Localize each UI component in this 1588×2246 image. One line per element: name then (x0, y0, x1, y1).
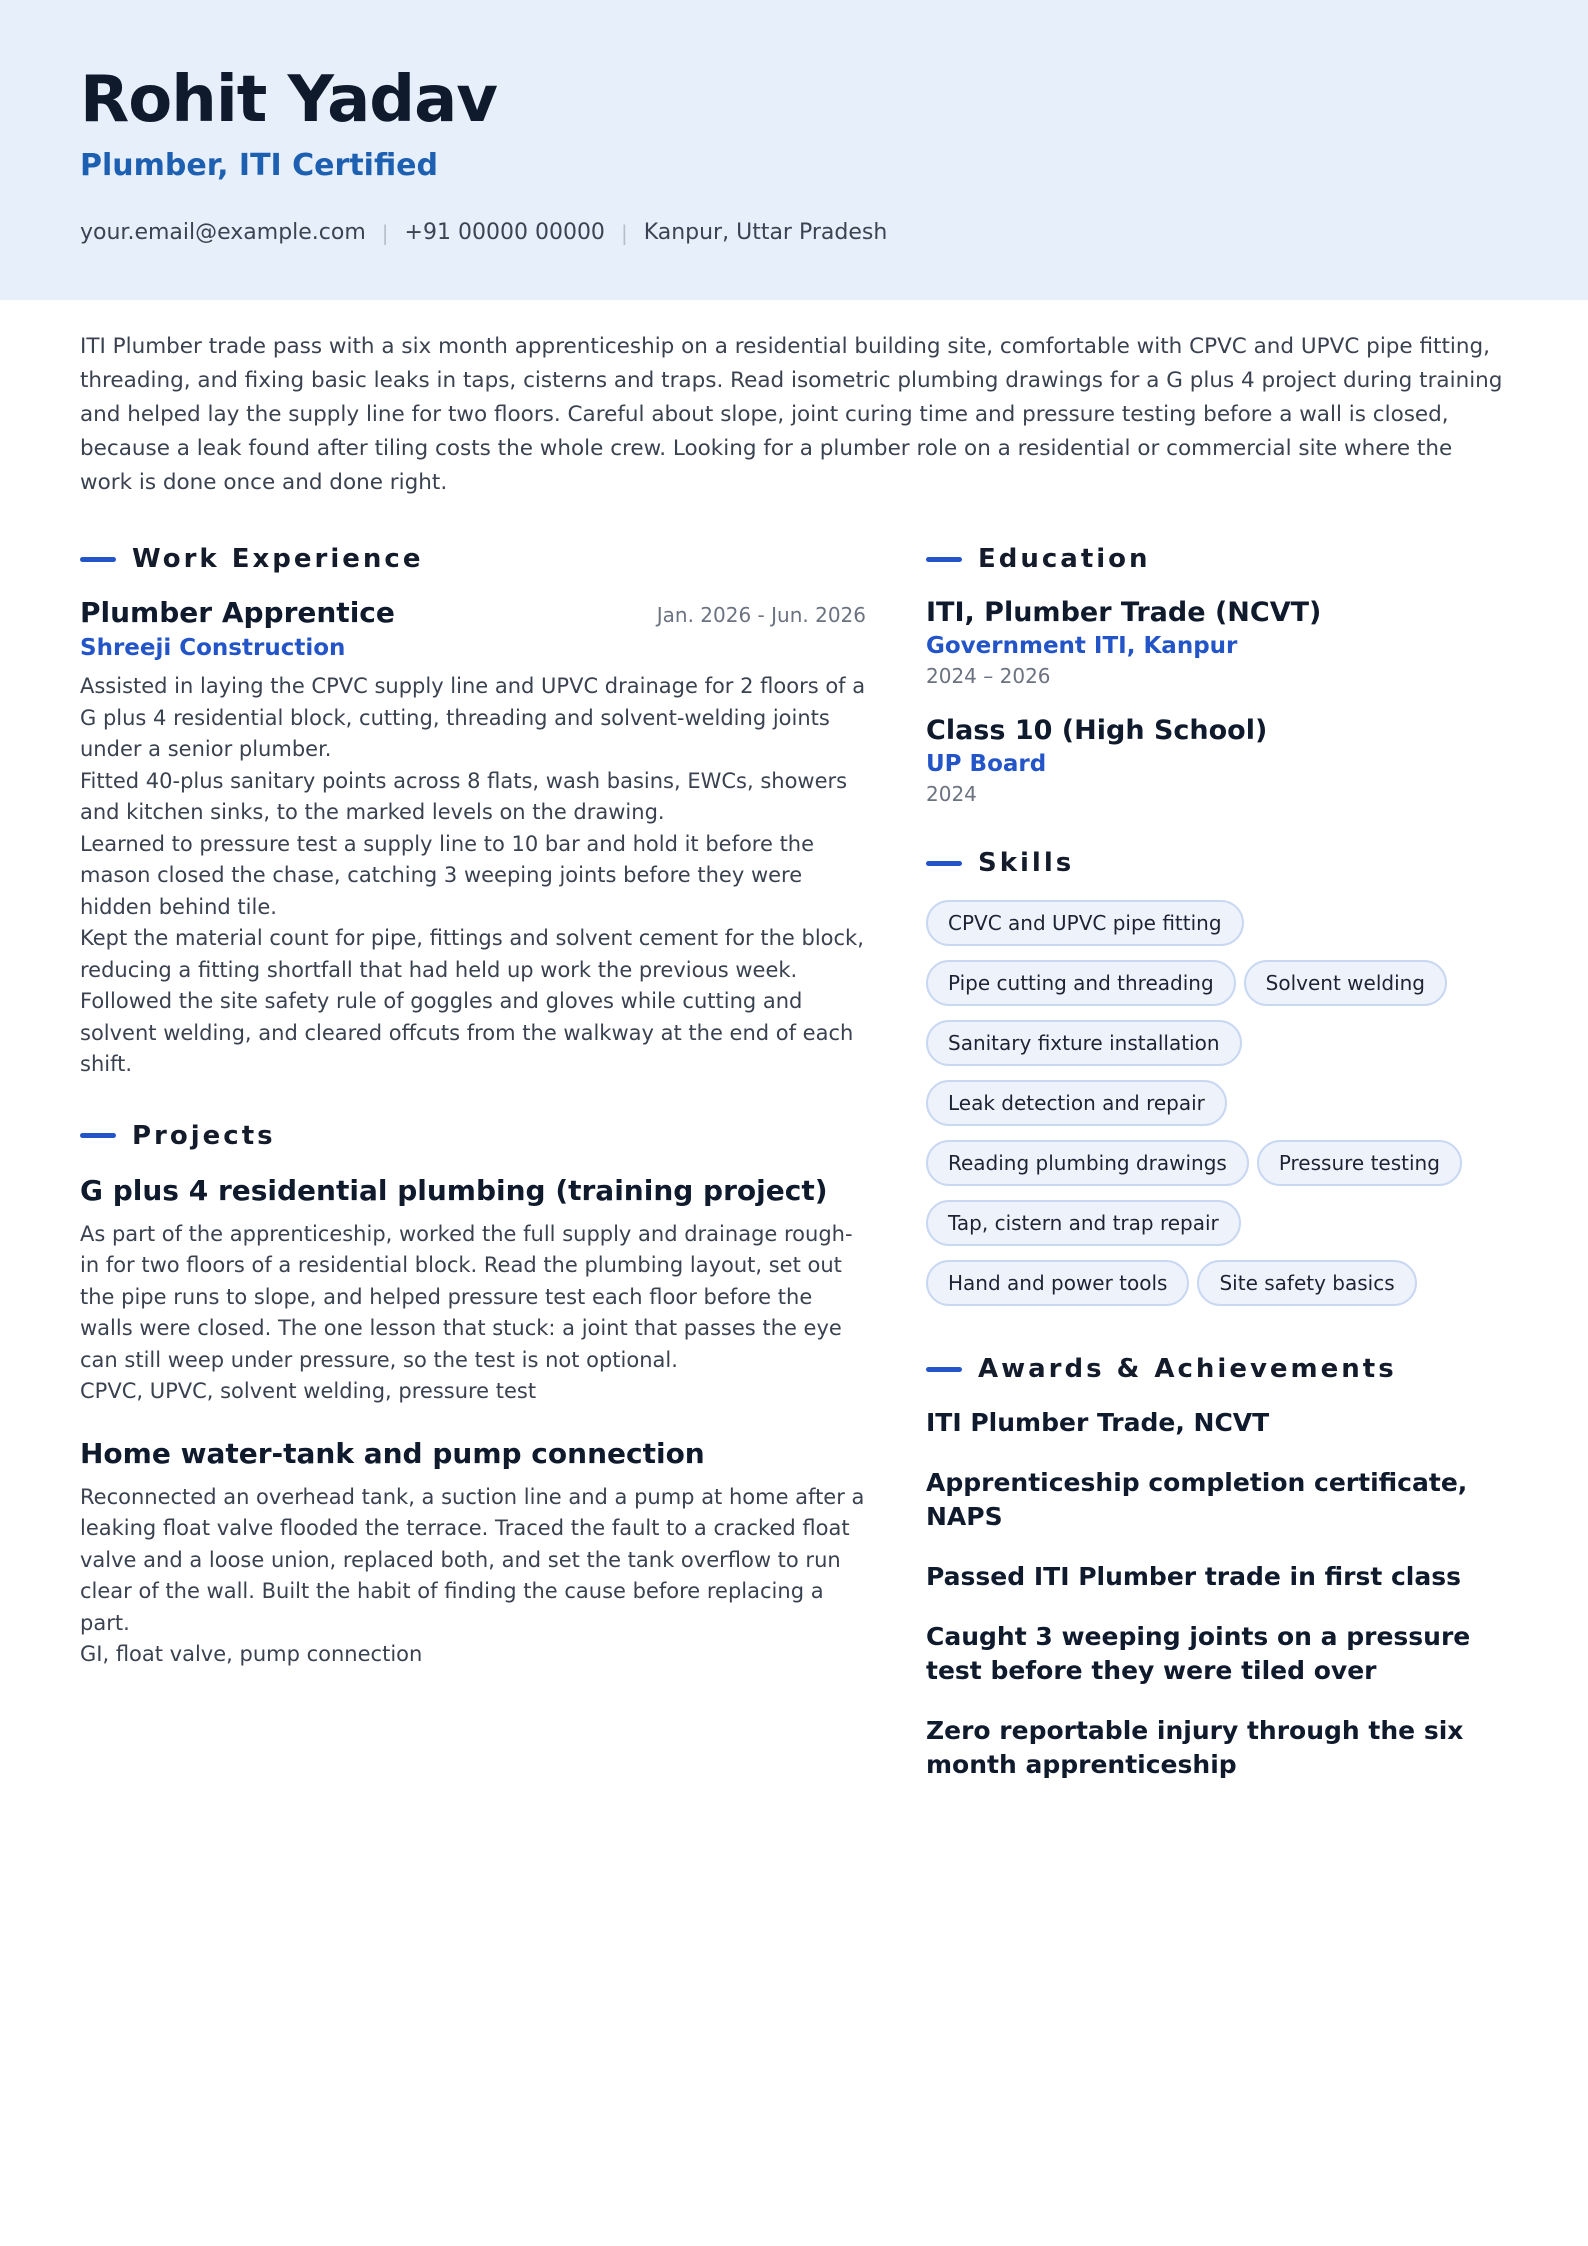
skill-chip: Pipe cutting and threading (926, 960, 1236, 1006)
contact-separator: | (620, 220, 628, 245)
education-degree: ITI, Plumber Trade (NCVT) (926, 597, 1322, 628)
project-tags: GI, float valve, pump connection (80, 1642, 423, 1666)
awards-list (926, 1406, 1506, 1782)
skill-chip: Site safety basics (1197, 1260, 1416, 1306)
job-title: Plumber Apprentice (80, 596, 395, 629)
awards-heading (926, 1354, 1506, 1384)
project-entry (80, 1436, 866, 1671)
skills-heading (926, 848, 1506, 878)
education-entry (926, 714, 1506, 808)
contact-line (80, 220, 1508, 245)
section-title: Awards & Achievements (978, 1354, 1397, 1384)
award-item: Caught 3 weeping joints on a pressure test before they were tiled over (926, 1622, 1471, 1685)
award-item: Apprenticeship completion certificate, NAPS (926, 1468, 1468, 1531)
education-entry (926, 596, 1506, 690)
candidate-title: Plumber, ITI Certified (80, 148, 439, 183)
skill-chip: Solvent welding (1244, 960, 1447, 1006)
project-description: Reconnected an overhead tank, a suction line and a pump at home after a leaking float valve flooded the terrace. Traced the fault to a cracked float valve and a loose union, replaced both, and set the tank overflow to run clear of the wall. Built the habit of finding the cause before replacing a part. (80, 1484, 865, 1635)
job-entry (80, 596, 866, 1081)
section-accent-bar (926, 861, 962, 866)
projects-heading (80, 1121, 866, 1151)
skill-chip: Leak detection and repair (926, 1080, 1227, 1126)
contact-email[interactable]: your.email@example.com (80, 220, 366, 245)
resume-header (0, 0, 1588, 300)
education-years: 2024 – 2026 (926, 664, 1051, 688)
resume-columns (0, 500, 1588, 1808)
section-title: Skills (978, 848, 1075, 878)
project-tags: CPVC, UPVC, solvent welding, pressure test (80, 1379, 537, 1403)
skill-chip: Reading plumbing drawings (926, 1140, 1249, 1186)
job-bullet: Fitted 40-plus sanitary points across 8 flats, wash basins, EWCs, showers and kitchen sinks, to the marked levels on the drawing. (80, 768, 848, 824)
skill-chip: Hand and power tools (926, 1260, 1189, 1306)
project-body (80, 1482, 866, 1671)
section-accent-bar (926, 557, 962, 562)
job-bullet: Kept the material count for pipe, fittings and solvent cement for the block, reducing a fitting shortfall that had held up work the previous week. (80, 926, 864, 982)
contact-location: Kanpur, Uttar Pradesh (643, 220, 888, 245)
skills-list (926, 900, 1506, 1320)
award-item: Passed ITI Plumber trade in first class (926, 1562, 1462, 1591)
section-title: Work Experience (132, 544, 424, 574)
job-company: Shreeji Construction (80, 635, 346, 661)
project-body (80, 1219, 866, 1408)
job-bullets (80, 671, 866, 1081)
skill-chip: CPVC and UPVC pipe fitting (926, 900, 1244, 946)
right-column (926, 544, 1506, 1808)
summary-paragraph: ITI Plumber trade pass with a six month apprenticeship on a residential building site, comfortable with CPVC and UPVC pipe fitting, threading, and fixing basic leaks in taps, cisterns and traps. Read isometric plumbing drawings for a G plus 4 project during training and helped lay the supply line for two floors. Careful about slope, joint curing time and pressure testing before a wall is closed, because a leak found after tiling costs the whole crew. Looking for a plumber role on a residential or commercial site where the work is done once and done right. (80, 334, 1503, 495)
project-description: As part of the apprenticeship, worked the full supply and drainage rough-in for two floors of a residential block. Read the plumbing layout, set out the pipe runs to slope, and helped pressure test each floor before the walls were closed. The one lesson that stuck: a joint that passes the eye can still weep under pressure, so the test is not optional. (80, 1221, 853, 1372)
education-degree: Class 10 (High School) (926, 715, 1268, 746)
contact-phone[interactable]: +91 00000 00000 (404, 220, 605, 245)
job-bullet: Assisted in laying the CPVC supply line and UPVC drainage for 2 floors of a G plus 4 residential block, cutting, threading and solvent-welding joints under a senior plumber. (80, 674, 866, 761)
education-years: 2024 (926, 782, 977, 806)
education-school: Government ITI, Kanpur (926, 633, 1238, 659)
section-accent-bar (80, 1133, 116, 1138)
skill-chip: Tap, cistern and trap repair (926, 1200, 1241, 1246)
skill-chip: Sanitary fixture installation (926, 1020, 1242, 1066)
award-item: Zero reportable injury through the six month apprenticeship (926, 1716, 1464, 1779)
award-item: ITI Plumber Trade, NCVT (926, 1408, 1270, 1437)
education-school: UP Board (926, 751, 1047, 777)
section-title: Education (978, 544, 1151, 574)
section-accent-bar (926, 1367, 962, 1372)
project-title: Home water-tank and pump connection (80, 1436, 705, 1470)
job-bullet: Learned to pressure test a supply line to 10 bar and hold it before the mason closed the chase, catching 3 weeping joints before they were hidden behind tile. (80, 831, 815, 919)
project-entry (80, 1173, 866, 1408)
education-heading (926, 544, 1506, 574)
skill-chip: Pressure testing (1257, 1140, 1462, 1186)
candidate-name: Rohit Yadav (80, 63, 497, 137)
section-title: Projects (132, 1120, 276, 1151)
contact-separator: | (381, 220, 389, 245)
work-experience-heading (80, 544, 866, 574)
job-dates: Jan. 2026 - Jun. 2026 (656, 603, 866, 627)
left-column (80, 544, 866, 1808)
section-accent-bar (80, 557, 116, 562)
job-bullet: Followed the site safety rule of goggles and gloves while cutting and solvent welding, and cleared offcuts from the walkway at the end of each shift. (80, 989, 854, 1076)
project-title: G plus 4 residential plumbing (training project) (80, 1173, 828, 1207)
